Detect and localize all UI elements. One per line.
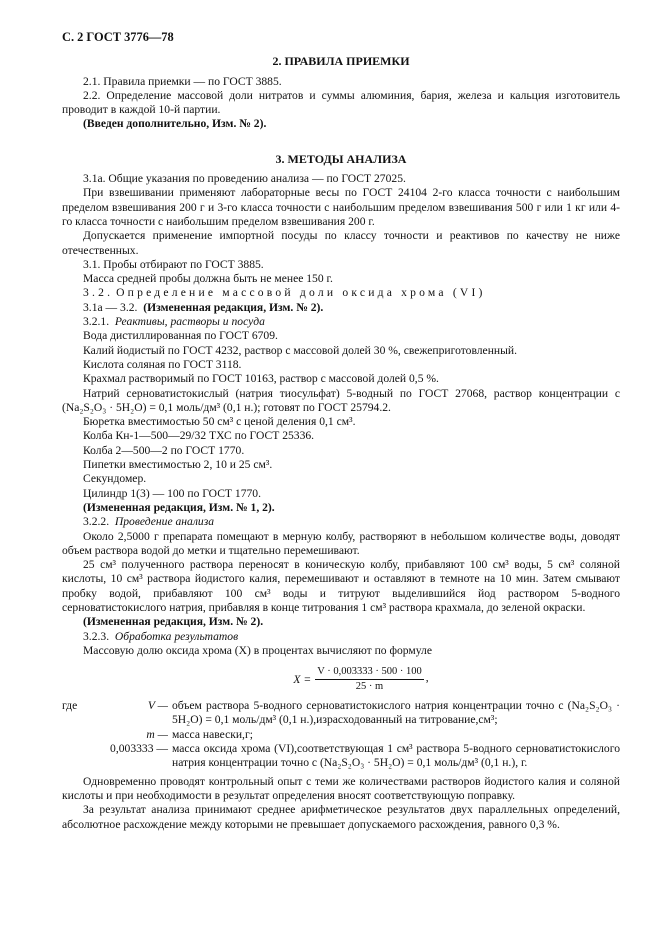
reagent-item: Крахмал растворимый по ГОСТ 10163, раствор с массовой долей 0,5 %. [83, 372, 439, 386]
paragraph: При взвешивании применяют лабораторные весы по ГОСТ 24104 2-го класса точности с наибольшим пределом взвешивания 200 г и 3-го класса точности с наибольшим пределом взвешивания 500 г или 1 кг или 4-го класса точности с наибольшим пределом взвешивания 200 г. [62, 186, 620, 228]
paragraph: Допускается применение импортной посуды по классу точности и реактивов по качеству не ниже отечественных. [62, 229, 620, 257]
section-3-title: 3. МЕТОДЫ АНАЛИЗА [275, 151, 407, 166]
subsection-3-2-2-heading [62, 515, 620, 529]
variable-label: m — [146, 727, 168, 741]
subsection-title: Определение массовой доли оксида хрома (VI) [116, 286, 486, 300]
document-page [62, 30, 620, 832]
where-word: где [62, 699, 78, 713]
formula-numerator: V · 0,003333 · 500 · 100 [315, 666, 424, 680]
variable-definitions [62, 699, 620, 770]
paragraph: Одновременно проводят контрольный опыт с теми же количествами растворов йодистого калия и соляной кислоты и при необходимости в результат определения вносят соответствующую поправку. [62, 774, 620, 802]
variable-description: масса оксида хрома (VI),соответствующая 1 см³ раствора 5-водного серноватистокислого натрия концентрации точно c (Na₂S₂O₃ · 5H₂O) = 0,1 моль/дм³ (0,1 н.), г. [172, 742, 620, 770]
paragraph: 3.1а. Общие указания по проведению анализа — по ГОСТ 27025. [83, 172, 406, 186]
reagent-item: Колба 2—500—2 по ГОСТ 1770. [83, 443, 245, 457]
page-header: С. 2 ГОСТ 3776—78 [62, 30, 174, 44]
clause-number: 3.2.1. [83, 315, 110, 329]
formula-fraction [315, 666, 424, 693]
subsection-title: Проведение анализа [114, 515, 215, 529]
amendment-note: (Измененная редакция, Изм. № 2). [83, 615, 264, 629]
amendment-note: (Измененная редакция, Изм. № 2). [143, 300, 324, 314]
clause-number: 3.2.3. [83, 629, 110, 643]
reagent-item: Калий йодистый по ГОСТ 4232, раствор с массовой долей 30 %, свежеприготовленный. [83, 343, 518, 357]
subsection-title: Реактивы, растворы и посуда [114, 315, 265, 329]
subsection-3-2-3-heading [62, 630, 620, 644]
variable-description: масса навески,г; [172, 727, 253, 741]
variable-label: 0,003333 — [110, 742, 168, 756]
reagent-item: Кислота соляная по ГОСТ 3118. [83, 357, 242, 371]
reagent-item: Пипетки вместимостью 2, 10 и 25 см³. [83, 458, 273, 472]
variable-description: объем раствора 5-водного серноватистокислого натрия концентрации точно c (Na₂S₂O₃ · 5H₂O) = 0,1 моль/дм³ (0,1 н.),израсходованный на титрование,см³; [172, 699, 620, 727]
reagent-item: Секундомер. [83, 472, 147, 486]
subsection-3-2-heading [62, 286, 620, 300]
reagent-item: Вода дистиллированная по ГОСТ 6709. [83, 329, 278, 343]
reagent-item: Бюретка вместимостью 50 см³ с ценой деления 0,1 см³. [83, 415, 356, 429]
paragraph: Массовую долю оксида хрома (X) в процентах вычисляют по формуле [83, 643, 432, 657]
amendment-note: (Введен дополнительно, Изм. № 2). [83, 117, 267, 131]
paragraph: Масса средней пробы должна быть не менее 150 г. [83, 272, 333, 286]
amendment-note: (Измененная редакция, Изм. № 1, 2). [83, 500, 275, 514]
paragraph: 3.1. Пробы отбирают по ГОСТ 3885. [83, 257, 264, 271]
section-2-title: 2. ПРАВИЛА ПРИЕМКИ [272, 54, 410, 69]
clause-number: 3.1а — 3.2. [83, 300, 138, 314]
formula-tail: , [425, 670, 429, 684]
clause-number: 3.2.2. [83, 515, 110, 529]
variable-label: V — [147, 699, 168, 713]
paragraph: 2.1. Правила приемки — по ГОСТ 3885. [83, 74, 282, 88]
subsection-title: Обработка результатов [114, 629, 239, 643]
subsection-3-2-1-heading [62, 315, 620, 329]
reagent-item: Цилиндр 1(3) — 100 по ГОСТ 1770. [83, 486, 261, 500]
paragraph: 2.2. Определение массовой доли нитратов и суммы алюминия, бария, железа и кальция изготовитель проводит в каждой 10-й партии. [62, 88, 620, 117]
paragraph: 25 см³ полученного раствора переносят в коническую колбу, прибавляют 100 см³ воды, 5 см³ соляной кислоты, 10 см³ раствора йодистого калия, перемешивают и оставляют в темноте на 10 мин. Затем смывают пробку водой, прибавляют 100 см³ воды и титруют выделившийся йод раствором 5-водного серноватистокислого натрия, прибавляя в конце титрования 1 см³ раствора крахмала, до зеленой окраски. [62, 558, 620, 614]
paragraph [62, 301, 620, 315]
paragraph: За результат анализа принимают среднее арифметическое результатов двух параллельных определений, абсолютное расхождение между которыми не превышает допускаемого расхождения, равного 0,3 %. [62, 803, 620, 831]
formula-lhs: X = [293, 672, 312, 686]
clause-number: 3.2. [83, 286, 114, 300]
reagent-item: Натрий серноватистокислый (натрия тиосульфат) 5-водный по ГОСТ 27068, раствор концентрации c (Na₂S₂O₃ · 5H₂O) = 0,1 моль/дм³ (0,1 н.); готовят по ГОСТ 25794.2. [62, 386, 620, 414]
formula [102, 666, 620, 693]
reagent-item: Колба Кн-1—500—29/32 ТХС по ГОСТ 25336. [83, 429, 315, 443]
formula-denominator: 25 · m [355, 681, 384, 693]
paragraph: Около 2,5000 г препарата помещают в мерную колбу, растворяют в небольшом количестве воды, доводят объем раствора водой до метки и тщательно перемешивают. [62, 529, 620, 557]
